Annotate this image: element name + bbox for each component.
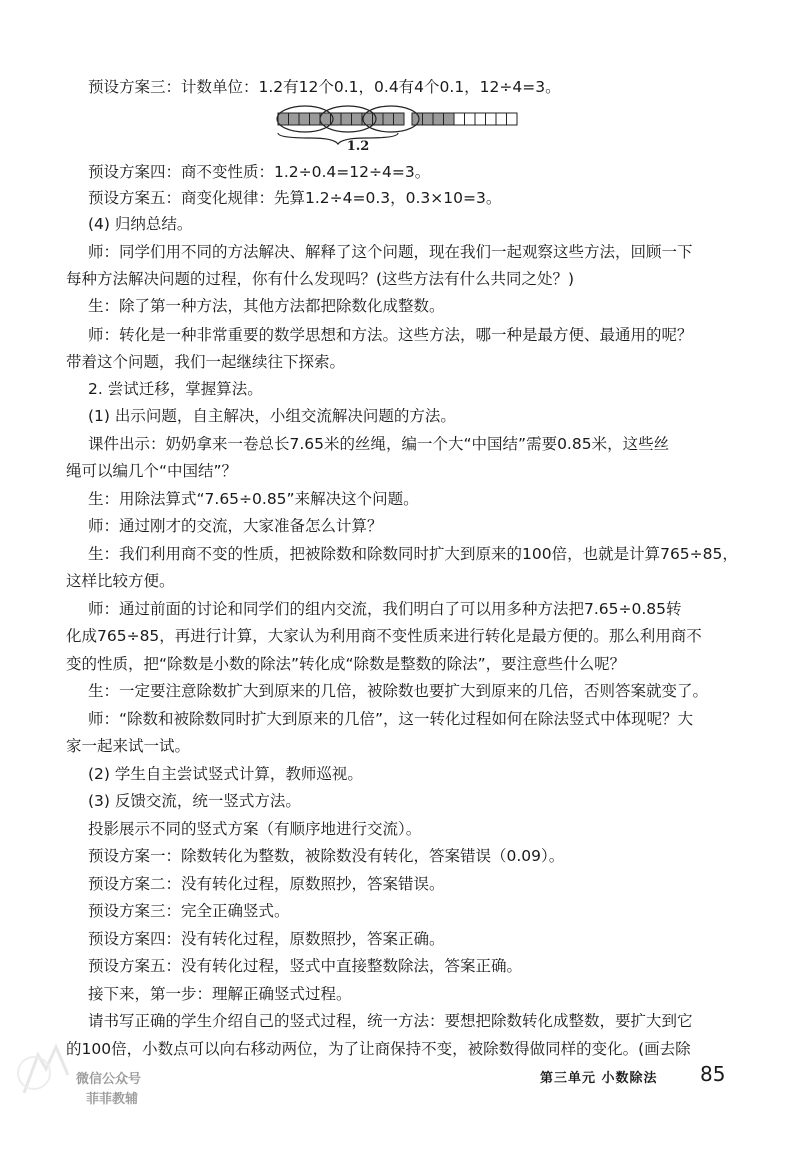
- watermark-text: 菲菲教辅: [86, 1092, 139, 1107]
- text-line: 变的性质，把“除数是小数的除法”转化成“除数是整数的除法”，要注意些什么呢？: [66, 655, 626, 673]
- bar-cell: [496, 113, 507, 125]
- filled-cell: [341, 113, 352, 125]
- decimal-bar-diagram: [270, 102, 530, 158]
- filled-cell: [299, 113, 310, 125]
- text-line: 的100倍，小数点可以向右移动两位，为了让商保持不变，被除数得做同样的变化。(画去除: [66, 1040, 691, 1058]
- text-line: 请书写正确的学生介绍自己的竖式过程，统一方法：要想把除数转化成整数，要扩大到它: [88, 1012, 693, 1030]
- text-line: 师：“除数和被除数同时扩大到原来的几倍”，这一转化过程如何在除法竖式中体现呢？大: [88, 710, 694, 728]
- text-line: 带着这个问题，我们一起继续往下探索。: [66, 353, 346, 371]
- text-line: 师：转化是一种非常重要的数学思想和方法。这些方法，哪一种是最方便、最通用的呢？: [88, 326, 693, 344]
- filled-cell: [352, 113, 363, 125]
- text-line: 师：通过刚才的交流，大家准备怎么计算？: [88, 517, 383, 535]
- text-line: 预设方案三：完全正确竖式。: [88, 902, 290, 920]
- bar-cell: [454, 113, 465, 125]
- text-line: 这样比较方便。: [66, 572, 175, 590]
- bar-cell: [444, 113, 455, 125]
- text-line: 2. 尝试迁移，掌握算法。: [88, 380, 263, 398]
- text-line: 生：我们利用商不变的性质，把被除数和除数同时扩大到原来的100倍，也就是计算765÷85，: [88, 545, 738, 563]
- bar-cell: [507, 113, 518, 125]
- text-line: 师：同学们用不同的方法解决、解释了这个问题，现在我们一起观察这些方法，回顾一下: [88, 243, 693, 261]
- text-line: 预设方案二：没有转化过程，原数照抄，答案错误。: [88, 875, 445, 893]
- text-line: 家一起来试一试。: [66, 737, 191, 755]
- text-line: 投影展示不同的竖式方案（有顺序地进行交流）。: [88, 820, 422, 838]
- text-line: 生：用除法算式“7.65÷0.85”来解决这个问题。: [88, 490, 419, 508]
- text-line: 预设方案四：没有转化过程，原数照抄，答案正确。: [88, 930, 445, 948]
- unit-title: 第三单元 小数除法: [540, 1071, 658, 1086]
- figure-label: 1.2: [346, 139, 370, 154]
- text-line: (1) 出示问题，自主解决，小组交流解决问题的方法。: [88, 407, 456, 425]
- bar-cell: [423, 113, 434, 125]
- filled-cell: [383, 113, 394, 125]
- watermark-text: 微信公众号: [76, 1072, 142, 1087]
- text-line: 预设方案三：计数单位：1.2有12个0.1，0.4有4个0.1，12÷4=3。: [88, 78, 561, 96]
- text-line: 接下来，第一步：理解正确竖式过程。: [88, 985, 352, 1003]
- bar-cell: [433, 113, 444, 125]
- text-line: 课件出示：奶奶拿来一卷总长7.65米的丝绳，编一个大“中国结”需要0.85米，这些丝: [88, 435, 670, 453]
- text-line: 预设方案五：商变化规律：先算1.2÷4=0.3，0.3×10=3。: [88, 189, 502, 207]
- text-line: 预设方案四：商不变性质：1.2÷0.4=12÷4=3。: [88, 163, 431, 181]
- text-line: 绳可以编几个“中国结”？: [66, 462, 238, 480]
- filled-cell: [278, 113, 289, 125]
- text-line: 每种方法解决问题的过程，你有什么发现吗？(这些方法有什么共同之处？): [66, 270, 575, 288]
- filled-cell: [310, 113, 321, 125]
- filled-cell: [289, 113, 300, 125]
- text-line: (4) 归纳总结。: [88, 215, 193, 233]
- text-line: 师：通过前面的讨论和同学们的组内交流，我们明白了可以用多种方法把7.65÷0.85转: [88, 600, 682, 618]
- bar-cell: [475, 113, 486, 125]
- text-line: 生：一定要注意除数扩大到原来的几倍，被除数也要扩大到原来的几倍，否则答案就变了。: [88, 682, 709, 700]
- bar-cell: [465, 113, 476, 125]
- filled-cell: [394, 113, 405, 125]
- text-line: 化成765÷85，再进行计算，大家认为利用商不变性质来进行转化是最方便的。那么利用商不: [66, 627, 702, 645]
- text-line: (3) 反馈交流，统一竖式方法。: [88, 792, 301, 810]
- text-line: 预设方案五：没有转化过程，竖式中直接整数除法，答案正确。: [88, 957, 523, 975]
- text-line: 预设方案一：除数转化为整数，被除数没有转化，答案错误（0.09）。: [88, 847, 565, 865]
- text-line: (2) 学生自主尝试竖式计算，教师巡视。: [88, 765, 363, 783]
- bar-cell: [486, 113, 497, 125]
- page-number: 85: [700, 1062, 726, 1086]
- text-line: 生：除了第一种方法，其他方法都把除数化成整数。: [88, 297, 445, 315]
